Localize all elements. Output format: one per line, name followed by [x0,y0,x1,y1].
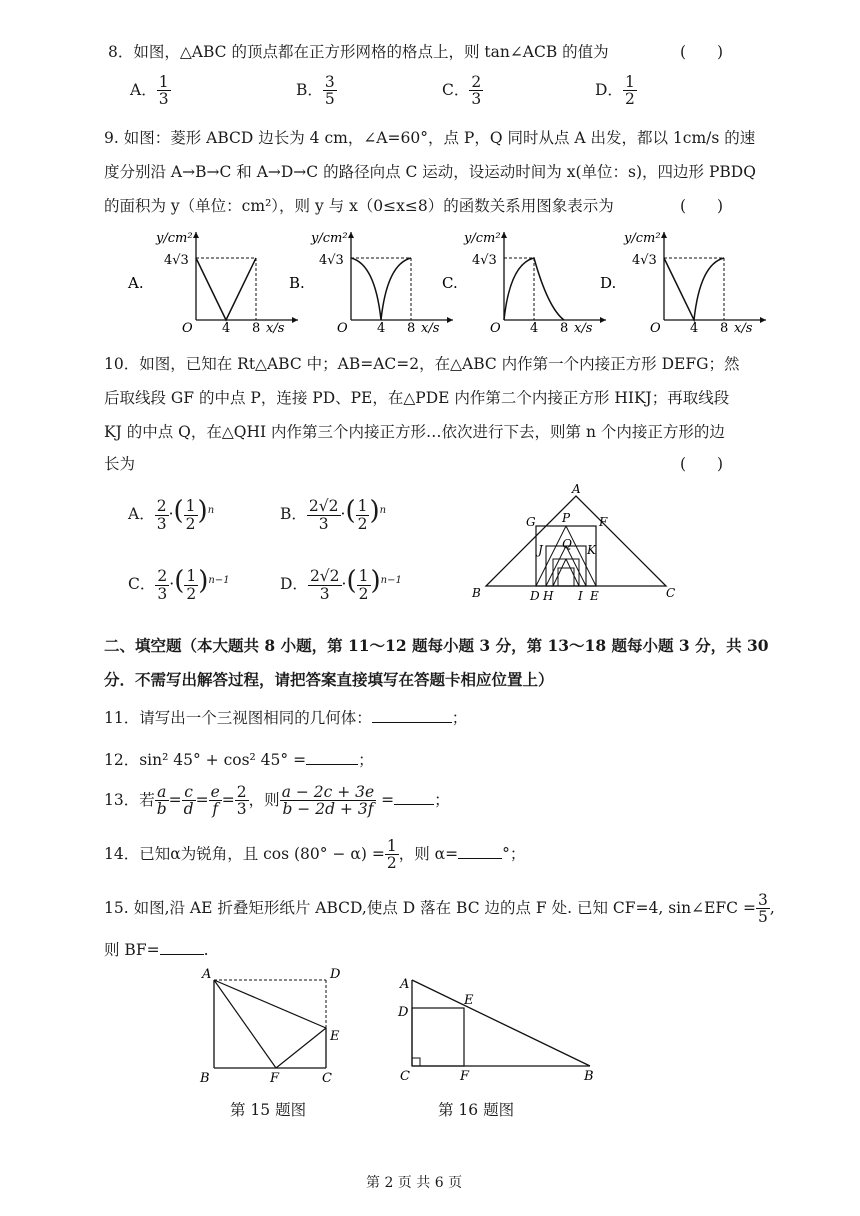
q9-graph-c [442,231,606,336]
q9-graph-b-xlabel: x/s [421,321,440,336]
q9-graph-d-tick4: 4 [690,321,699,336]
section2-heading-line2: 分．不需写出解答过程，请把答案直接填写在答题卡相应位置上） [104,670,554,689]
q12: 12．sin² 45° + cos² 45° = ； [104,751,374,769]
svg-text:J: J [538,543,543,557]
q9-graph-c-origin: O [490,321,501,336]
q10-answer-paren: ( ) [680,455,724,473]
q10-option-c: C． $\frac{2}{3}$ ·( $\frac{1}{2}$ )$^{n-1}$ [128,566,230,603]
q9-graph-d-ymax: 4√3 [632,253,657,268]
svg-text:E: E [464,993,474,1008]
svg-text:I: I [578,589,583,602]
svg-text:D: D [530,589,540,602]
svg-text:B: B [472,586,481,600]
q9-graph-c-tick4: 4 [530,321,539,336]
q10-line3: KJ 的中点 Q，在△QHI 内作第三个内接正方形…依次进行下去，则第 n 个内接正方形的边 [104,423,725,441]
svg-text:F: F [270,1071,280,1086]
section2-heading-line1: 二、填空题（本大题共 8 小题，第 11～12 题每小题 3 分，第 13～18 题每小题 3 分，共 30 [104,636,769,655]
svg-text:Q: Q [562,537,572,551]
svg-text:C: C [322,1071,332,1086]
q9-answer-paren: ( ) [680,197,724,215]
q8-answer-paren: ( ) [680,43,724,61]
q9-graph-d-tick8: 8 [720,321,729,336]
q9-line3: 的面积为 y（单位：cm²），则 y 与 x（0≤x≤8）的函数关系用图象表示为 [104,197,614,215]
q9-graph-c-tick8: 8 [560,321,569,336]
q9-graph-d-xlabel: x/s [734,321,753,336]
q10-line2: 后取线段 GF 的中点 P，连接 PD、PE，在△PDE 内作第二个内接正方形 HIKJ；再取线段 [104,389,730,407]
q9-graph-c-label: C. [442,274,458,292]
q15-line1: 15. 如图,沿 AE 折叠矩形纸片 ABCD,使点 D 落在 BC 边的点 F 处. 已知 CF=4, sin∠EFC = $\frac{3}{5}$ , [104,891,775,927]
q9-graph-c-xlabel: x/s [574,321,593,336]
q16-caption: 第 16 题图 [438,1101,515,1119]
q10-figure [466,482,678,602]
svg-text:A: A [202,967,212,982]
svg-text:D: D [330,967,341,982]
q10-line1: 10．如图，已知在 Rt△ABC 中；AB=AC=2，在△ABC 内作第一个内接正方形 DEFG；然 [104,355,740,373]
q8-stem: 8．如图，△ABC 的顶点都在正方形网格的格点上，则 tan∠ACB 的值为 [108,43,609,61]
svg-text:A: A [572,482,581,496]
svg-text:K: K [587,543,596,557]
q9-graph-b-ylabel: y/cm² [311,231,348,246]
q9-graph-c-ylabel: y/cm² [464,231,501,246]
page-footer: 第 2 页 共 6 页 [366,1175,463,1191]
q9-graphs [120,228,770,338]
q9-graph-b-ymax: 4√3 [319,253,344,268]
q9-graph-d-label: D. [600,274,617,292]
q9-graph-a-label: A. [128,274,144,292]
q9-graph-b-tick4: 4 [377,321,386,336]
q9-graph-a-tick8: 8 [252,321,261,336]
svg-text:G: G [526,515,536,529]
svg-text:C: C [400,1069,410,1084]
q8-option-d: D． $\frac{1}{2}$ [595,73,635,109]
q15-caption: 第 15 题图 [230,1101,307,1119]
q9-graph-b-origin: O [337,321,348,336]
q9-graph-a-tick4: 4 [222,321,231,336]
q13: 13．若 $\frac{a}{b}$ = $\frac{c}{d}$ = $\frac{e}{f}$ = $\frac{2}{3}$ ，则 $\frac{a - 2c + 3e}{b - 2d + 3f}$ = ； [104,783,450,819]
q14: 14．已知α为锐角，且 cos (80° − α) = $\frac{1}{2}$ ，则 α= °； [104,837,526,873]
q9-graph-d-ylabel: y/cm² [624,231,661,246]
svg-text:B: B [584,1069,594,1084]
q10-line4: 长为 [104,455,136,473]
q9-graph-a-xlabel: x/s [266,321,285,336]
q9-line2: 度分别沿 A→B→C 和 A→D→C 的路径向点 C 运动，设运动时间为 x(单位：s)，四边形 PBDQ [104,163,756,181]
q9-graph-b-tick8: 8 [407,321,416,336]
q9-graph-a-origin: O [182,321,193,336]
svg-text:F: F [599,515,608,529]
q15-figure [196,960,356,1086]
svg-text:F: F [460,1069,470,1084]
q10-option-b: B． $\frac{2√2}{3}$ ·( $\frac{1}{2}$ )$^n$ [280,496,387,533]
q8-option-b: B． $\frac{3}{5}$ [296,73,335,109]
q9-line1: 9. 如图：菱形 ABCD 边长为 4 cm，∠A=60°，点 P，Q 同时从点 A 出发，都以 1cm/s 的速 [104,129,756,147]
svg-text:C: C [666,586,676,600]
q9-graph-a-ymax: 4√3 [164,253,189,268]
q9-graph-a [127,231,298,336]
q9-graph-d [600,231,766,336]
svg-text:P: P [562,511,571,525]
q9-graph-c-ymax: 4√3 [472,253,497,268]
svg-text:E: E [590,589,599,602]
q15-line2: 则 BF= . [104,941,209,959]
q10-option-d: D． $\frac{2√2}{3}$ ·( $\frac{1}{2}$ )$^{n-1}$ [280,566,402,603]
q8-option-c: C． $\frac{2}{3}$ [442,73,482,109]
q9-graph-d-origin: O [650,321,661,336]
svg-text:A: A [400,977,410,992]
q11: 11．请写出一个三视图相同的几何体： ； [104,709,468,727]
svg-text:H: H [543,589,554,602]
q9-graph-b-label: B. [289,274,305,292]
q8-option-a: A． $\frac{1}{3}$ [130,73,169,109]
q9-graph-a-ylabel: y/cm² [156,231,193,246]
q16-figure [394,964,604,1084]
q9-graph-b [289,231,453,336]
svg-text:E: E [330,1029,340,1044]
svg-text:B: B [200,1071,210,1086]
svg-text:D: D [398,1005,409,1020]
q10-option-a: A． $\frac{2}{3}$ ·( $\frac{1}{2}$ )$^n$ [128,496,215,533]
